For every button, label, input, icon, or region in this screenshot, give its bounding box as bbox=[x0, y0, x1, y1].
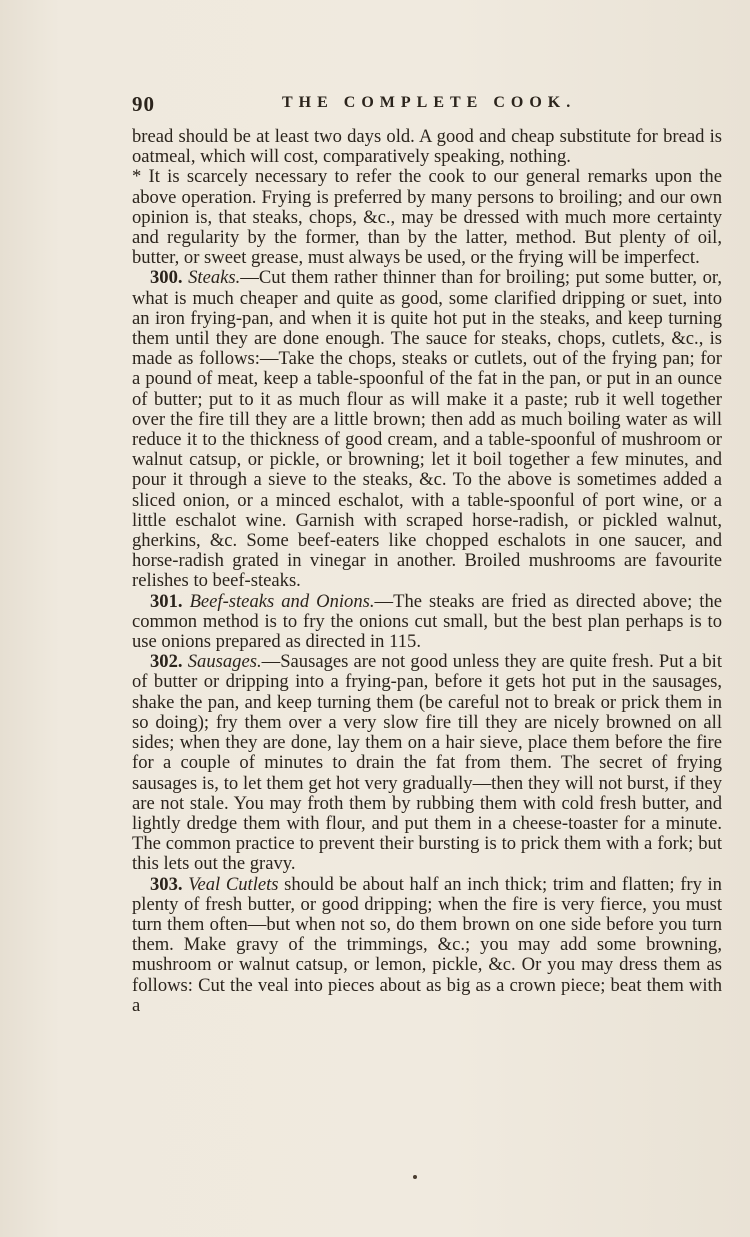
recipe-number: 300. bbox=[150, 267, 183, 289]
recipe-300 bbox=[132, 268, 722, 591]
footnote-paragraph: * It is scarcely necessary to refer the cook to our general remarks upon the above operation. Frying is preferred by many persons to broiling; and our own opinion is, that steaks, chops, &c., may be dressed with much more certainty and regularity by the former, than by the latter, method. But plenty of oil, butter, or sweet grease, must always be used, or the frying will be imperfect. bbox=[132, 166, 722, 269]
recipe-title: Steaks. bbox=[188, 267, 241, 289]
ink-speck bbox=[413, 1175, 417, 1179]
recipe-title: Beef-steaks and Onions. bbox=[189, 590, 375, 612]
recipe-title: Sausages. bbox=[187, 651, 262, 673]
running-title: THE COMPLETE COOK. bbox=[282, 94, 577, 111]
recipe-text: —Cut them rather thinner than for broiling; put some butter, or, what is much cheaper and quite as good, some clarified dripping or suet, into an iron frying-pan, and when it is quite hot put in the steaks, and keep turning them until they are done enough. The sauce for steaks, chops, cutlets, &c., is made as follows:—Take the chops, steaks or cutlets, out of the frying pan; for a pound of meat, keep a table-spoonful of the fat in the pan, or put in an ounce of butter; put to it as much flour as will make it a paste; rub it well together over the fire till they are a little brown; then add as much boiling water as will reduce it to the thickness of good cream, and a table-spoonful of mushroom or walnut catsup, or pickle, or browning; let it boil together a few minutes, and pour it through a sieve to the steaks, &c. To the above is sometimes added a sliced onion, or a minced eschalot, with a table-spoonful of port wine, or a little eschalot wine. Garnish with scraped horse-radish, or pickled walnut, gherkins, &c. Some beef-eaters like chopped eschalots in one saucer, and horse-radish grated in vinegar in another. Broiled mushrooms are favourite relishes to beef-steaks. bbox=[132, 267, 722, 592]
recipe-301 bbox=[132, 592, 722, 653]
body-text bbox=[132, 127, 722, 1016]
page-header bbox=[132, 92, 722, 116]
recipe-302 bbox=[132, 652, 722, 874]
recipe-title: Veal Cutlets bbox=[188, 873, 279, 895]
recipe-303 bbox=[132, 875, 722, 1016]
page-number: 90 bbox=[132, 92, 155, 116]
recipe-text: —The steaks are fried as directed above; the common method is to fry the onions cut small, but the best plan perhaps is to use onions prepared as directed in 115. bbox=[132, 590, 722, 653]
recipe-text: should be about half an inch thick; trim and flatten; fry in plenty of fresh butter, or good dripping; when the fire is very fierce, you must turn them often—but when not so, do them brown on one side before you turn them. Make gravy of the trimmings, &c.; you may add some browning, mushroom or walnut catsup, or lemon, pickle, &c. Or you may dress them as follows: Cut the veal into pieces about as big as a crown piece; beat them with a bbox=[132, 873, 722, 1016]
recipe-text: —Sausages are not good unless they are quite fresh. Put a bit of butter or dripping into a frying-pan, before it gets hot put in the sausages, shake the pan, and keep turning them (be careful not to break or prick them in so doing); fry them over a very slow fire till they are nicely browned on all sides; when they are done, lay them on a hair sieve, place them before the fire for a couple of minutes to drain the fat from them. The secret of frying sausages is, to let them get hot very gradually—then they will not burst, if they are not stale. You may froth them by rubbing them with cold fresh butter, and lightly dredge them with flour, and put them in a cheese-toaster for a minute. The common practice to prevent their bursting is to prick them with a fork; but this lets out the gravy. bbox=[132, 651, 722, 875]
recipe-number: 302. bbox=[150, 651, 183, 673]
paragraph: bread should be at least two days old. A good and cheap substitute for bread is oatmeal, which will cost, comparatively speaking, nothing. bbox=[132, 126, 722, 168]
recipe-number: 303. bbox=[150, 873, 183, 895]
recipe-number: 301. bbox=[150, 590, 183, 612]
